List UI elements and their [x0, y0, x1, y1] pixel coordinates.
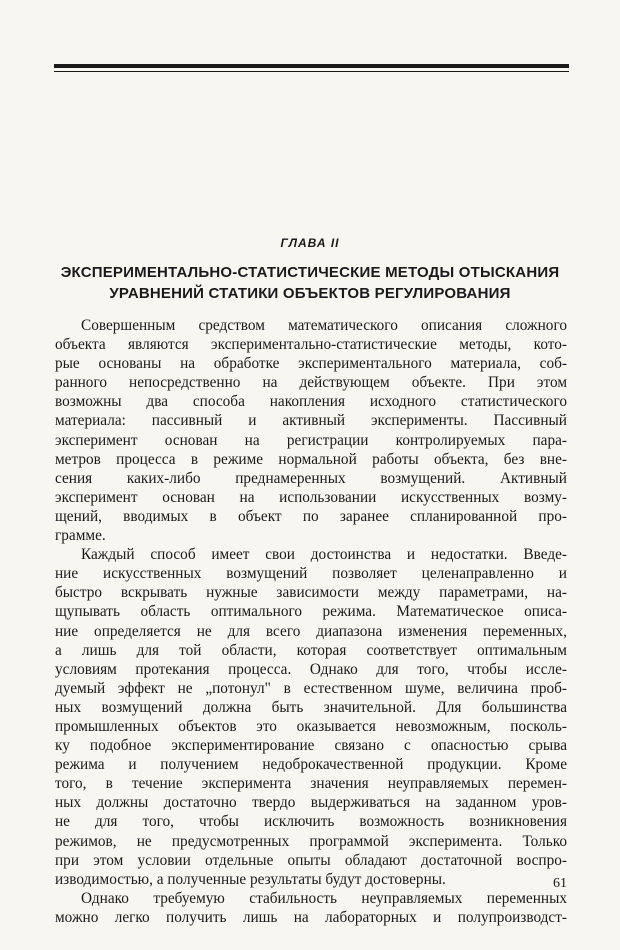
chapter-title-line: ЭКСПЕРИМЕНТАЛЬНО-СТАТИСТИЧЕСКИЕ МЕТОДЫ ОТЫСКАНИЯ — [60, 264, 560, 281]
text-line: эксперимент основан на использовании искусственных возму- — [55, 488, 567, 506]
text-line: щений, вводимых в объект по заранее спланированной про- — [55, 507, 567, 525]
text-line: быстро вскрывать нужные зависимости между параметрами, на- — [55, 584, 567, 602]
text-line: ных возмущений должна быть значительной. Для большинства — [55, 698, 567, 716]
text-line: грамме. — [55, 527, 106, 545]
text-line: можно легко получить лишь на лабораторных и полупроизводст- — [55, 908, 567, 926]
text-line: ных должны достаточно твердо выдерживаться на заданном уров- — [55, 794, 567, 812]
paragraph — [55, 889, 567, 927]
text-line: дуемый эффект не „потонул" в естественном шуме, величина проб- — [55, 679, 567, 697]
text-line: щупывать область оптимального режима. Математическое описа- — [55, 603, 567, 621]
text-line: режимов, не предусмотренных программой эксперимента. Только — [55, 832, 567, 850]
text-line: промышленных объектов это оказывается невозможным, посколь- — [55, 717, 567, 735]
text-line: того, в течение эксперимента значения неуправляемых перемен- — [55, 775, 567, 793]
text-line: ранного непосредственно на действующем объекте. При этом — [55, 374, 567, 392]
text-line: изводимостью, а полученные результаты будут достоверны. — [55, 870, 446, 888]
text-line: Однако требуемую стабильность неуправляемых переменных — [81, 889, 567, 907]
text-line: ние искусственных возмущений позволяет целенаправленно и — [55, 565, 567, 583]
text-line: Совершенным средством математического описания сложного — [81, 317, 567, 334]
text-line: эксперимент основан на регистрации контролируемых пара- — [55, 431, 567, 449]
paragraph — [55, 316, 567, 545]
text-line: не для того, чтобы исключить возможность возникновения — [55, 813, 567, 831]
header-rule-thin — [54, 71, 569, 72]
text-line: а лишь для той области, которая соответствует оптимальным — [55, 641, 567, 659]
text-line: возможны два способа накопления исходного статистического — [55, 393, 567, 411]
text-line: метров процесса в режиме нормальной работы объекта, без вне- — [55, 450, 567, 468]
text-line: при этом условии отдельные опыты обладают достаточной воспро- — [55, 851, 567, 869]
text-line: режима и получением недоброкачественной продукции. Кроме — [55, 756, 567, 774]
text-line: ку подобное экспериментирование связано с опасностью срыва — [55, 737, 567, 755]
text-line: условиям протекания процесса. Однако для того, чтобы иссле- — [55, 660, 567, 678]
chapter-label: ГЛАВА II — [280, 236, 340, 250]
page-number: 61 — [553, 876, 567, 891]
text-line: Каждый способ имеет свои достоинства и недостатки. Введе- — [81, 546, 567, 564]
text-line: рые основаны на обработке экспериментального материала, соб- — [55, 355, 567, 373]
text-line: ние определяется не для всего диапазона изменения переменных, — [55, 622, 567, 640]
header-rule-thick — [54, 64, 569, 68]
body-text — [55, 316, 567, 927]
chapter-title — [40, 262, 580, 304]
text-line: объекта являются экспериментально-статистические методы, кото- — [55, 336, 567, 354]
chapter-title-line: УРАВНЕНИЙ СТАТИКИ ОБЪЕКТОВ РЕГУЛИРОВАНИЯ — [109, 285, 511, 302]
text-line: материала: пассивный и активный эксперименты. Пассивный — [55, 412, 567, 430]
paragraph — [55, 545, 567, 889]
text-line: сения каких-либо преднамеренных возмущений. Активный — [55, 469, 567, 487]
